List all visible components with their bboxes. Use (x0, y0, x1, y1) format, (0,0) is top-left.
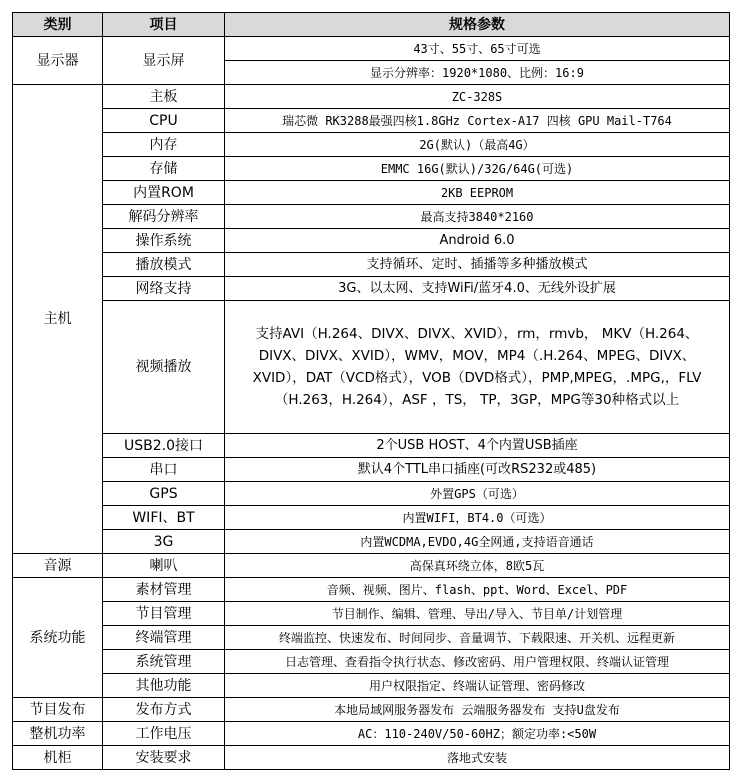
item-system: 素材管理 (103, 578, 225, 602)
table-row (13, 698, 730, 722)
table-row (13, 133, 730, 157)
table-row (13, 37, 730, 61)
spec-screen-resolution: 显示分辨率：1920*1080、比例：16:9 (225, 61, 730, 85)
spec-screen-sizes: 43寸、55寸、65寸可选 (225, 37, 730, 61)
spec-host: 默认4个TTL串口插座(可改RS232或485) (225, 458, 730, 482)
table-row (13, 650, 730, 674)
spec-system: 日志管理、查看指令执行状态、修改密码、用户管理权限、终端认证管理 (225, 650, 730, 674)
table-row (13, 229, 730, 253)
spec-install: 落地式安装 (225, 746, 730, 770)
category-system: 系统功能 (13, 578, 103, 698)
item-host: 主板 (103, 85, 225, 109)
header-spec: 规格参数 (225, 13, 730, 37)
table-row (13, 109, 730, 133)
table-row (13, 746, 730, 770)
spec-system: 用户权限指定、终端认证管理、密码修改 (225, 674, 730, 698)
table-row (13, 602, 730, 626)
table-row (13, 157, 730, 181)
table-row (13, 301, 730, 434)
item-speaker: 喇叭 (103, 554, 225, 578)
item-host: 操作系统 (103, 229, 225, 253)
item-voltage: 工作电压 (103, 722, 225, 746)
table-row (13, 181, 730, 205)
spec-voltage: AC：110-240V/50-60HZ；额定功率:<50W (225, 722, 730, 746)
item-host: 解码分辨率 (103, 205, 225, 229)
table-row (13, 506, 730, 530)
spec-host: 外置GPS（可选） (225, 482, 730, 506)
item-host: WIFI、BT (103, 506, 225, 530)
item-host: USB2.0接口 (103, 434, 225, 458)
item-host: 3G (103, 530, 225, 554)
item-host: 串口 (103, 458, 225, 482)
table-row (13, 530, 730, 554)
spec-host: ZC-328S (225, 85, 730, 109)
table-row (13, 578, 730, 602)
table-row (13, 626, 730, 650)
category-power: 整机功率 (13, 722, 103, 746)
category-display: 显示器 (13, 37, 103, 85)
item-publish: 发布方式 (103, 698, 225, 722)
spec-host: 3G、以太网、支持WiFi/蓝牙4.0、无线外设扩展 (225, 277, 730, 301)
spec-host: 2KB EEPROM (225, 181, 730, 205)
spec-video-formats: 支持AVI（H.264、DIVX、DIVX、XVID），rm，rmvb， MKV（H.264、DIVX、DIVX、XVID），WMV，MOV，MP4（.H.264、MPEG、DIVX、XVID），DAT（VCD格式），VOB（DVD格式），PMP,MPEG，.MPG,，FLV（H.263，H.264），ASF ，TS， TP，3GP，MPG等30种格式以上 (225, 301, 730, 434)
table-row (13, 458, 730, 482)
table-row (13, 482, 730, 506)
spec-speaker: 高保真环绕立体，8欧5瓦 (225, 554, 730, 578)
spec-host: EMMC 16G(默认)/32G/64G(可选) (225, 157, 730, 181)
table-row (13, 722, 730, 746)
item-host: 视频播放 (103, 301, 225, 434)
item-host: 内置ROM (103, 181, 225, 205)
header-item: 项目 (103, 13, 225, 37)
spec-host: 内置WCDMA,EVDO,4G全网通,支持语音通话 (225, 530, 730, 554)
table-row (13, 253, 730, 277)
spec-publish: 本地局域网服务器发布 云端服务器发布 支持U盘发布 (225, 698, 730, 722)
spec-host: 瑞芯微 RK3288最强四核1.8GHz Cortex-A17 四核 GPU Mail-T764 (225, 109, 730, 133)
item-screen: 显示屏 (103, 37, 225, 85)
item-system: 终端管理 (103, 626, 225, 650)
item-system: 系统管理 (103, 650, 225, 674)
table-row (13, 674, 730, 698)
item-host: 存储 (103, 157, 225, 181)
spec-table (12, 12, 730, 770)
spec-system: 音频、视频、图片、flash、ppt、Word、Excel、PDF (225, 578, 730, 602)
header-row (13, 13, 730, 37)
spec-host: 2G(默认)（最高4G） (225, 133, 730, 157)
spec-host: Android 6.0 (225, 229, 730, 253)
category-audio: 音源 (13, 554, 103, 578)
table-row (13, 277, 730, 301)
table-row (13, 85, 730, 109)
spec-host: 内置WIFI，BT4.0（可选） (225, 506, 730, 530)
table-row (13, 554, 730, 578)
spec-system: 节目制作、编辑、管理、导出/导入、节目单/计划管理 (225, 602, 730, 626)
item-host: CPU (103, 109, 225, 133)
table-row (13, 205, 730, 229)
item-host: 内存 (103, 133, 225, 157)
item-system: 节目管理 (103, 602, 225, 626)
category-host: 主机 (13, 85, 103, 554)
category-cabinet: 机柜 (13, 746, 103, 770)
header-category: 类别 (13, 13, 103, 37)
spec-system: 终端监控、快速发布、时间同步、音量调节、下载限速、开关机、远程更新 (225, 626, 730, 650)
item-install: 安装要求 (103, 746, 225, 770)
spec-host: 最高支持3840*2160 (225, 205, 730, 229)
spec-host: 支持循环、定时、插播等多种播放模式 (225, 253, 730, 277)
spec-host: 2个USB HOST、4个内置USB插座 (225, 434, 730, 458)
item-host: GPS (103, 482, 225, 506)
item-host: 播放模式 (103, 253, 225, 277)
item-host: 网络支持 (103, 277, 225, 301)
table-row (13, 434, 730, 458)
item-system: 其他功能 (103, 674, 225, 698)
category-publish: 节目发布 (13, 698, 103, 722)
